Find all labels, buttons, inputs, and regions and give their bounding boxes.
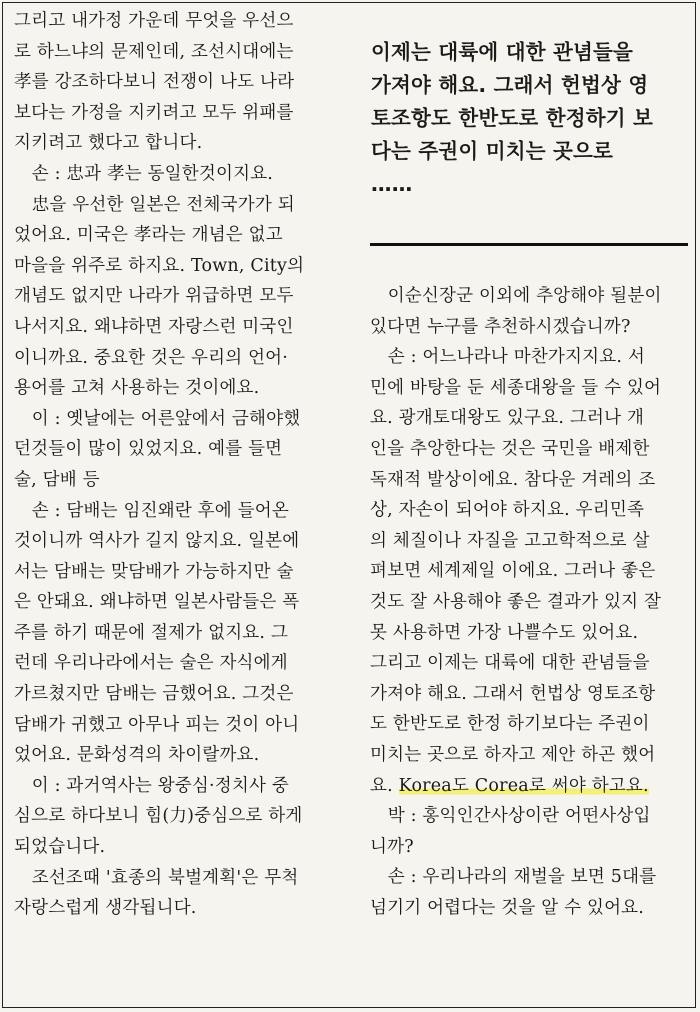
text-line: 자랑스럽게 생각됩니다.	[14, 898, 197, 919]
text-line: 었어요. 문화성격의 차이랄까요.	[14, 745, 260, 766]
text-line: 주를 하기 때문에 절제가 없지요. 그	[14, 622, 289, 643]
text-line: 넘기기 어렵다는 것을 알 수 있어요.	[370, 897, 645, 918]
text-line: 상, 자손이 되어야 하지요. 우리민족	[370, 500, 645, 521]
text-line: 의 체질이나 자질을 고고학적으로 살	[370, 530, 650, 551]
text-line: 그리고 이제는 대륙에 대한 관념들을	[370, 653, 650, 674]
text-line: 개념도 없지만 나라가 위급하면 모두	[14, 286, 294, 307]
text-line: 되었습니다.	[14, 837, 106, 858]
text-line: 니까?	[370, 836, 414, 857]
text-line: 가르쳤지만 담배는 금했어요. 그것은	[14, 684, 294, 705]
text-line: 손 : 우리나라의 재벌을 보면 5대를	[370, 867, 657, 888]
text-line: 토조항도 한반도로 한정하기 보	[371, 106, 654, 130]
left-column	[14, 6, 341, 924]
text-line: 었어요. 미국은 孝라는 개념은 없고	[14, 225, 283, 246]
text-line: 심으로 하다보니 힘(力)중심으로 하게	[14, 806, 303, 827]
text-line: 요. Korea도 Corea로 써야 하고요.	[370, 775, 649, 796]
text-line: 것도 잘 사용해야 좋은 결과가 있지 잘	[370, 591, 662, 612]
text-line: ……	[371, 172, 413, 196]
text-line: 이 : 옛날에는 어른앞에서 금해야했	[14, 408, 301, 429]
text-line: 손 : 담배는 임진왜란 후에 들어온	[14, 500, 289, 521]
text-line: 로 하느냐의 문제인데, 조선시대에는	[14, 41, 294, 62]
text-line: 술, 담배 등	[14, 469, 100, 490]
text-line: 가져야 해요. 그래서 헌법상 영	[371, 73, 649, 97]
text-line: 가져야 해요. 그래서 헌법상 영토조항	[370, 683, 656, 704]
text-line: 런데 우리나라에서는 술은 자식에게	[14, 653, 288, 674]
text-line: 있다면 누구를 추천하시겠습니까?	[370, 316, 631, 337]
text-line: 이제는 대륙에 대한 관념들을	[371, 40, 634, 64]
text-line: 손 : 忠과 孝는 동일한것이지요.	[14, 163, 274, 184]
text-line: 은 안돼요. 왜냐하면 일본사람들은 폭	[14, 592, 300, 613]
text-line: 다는 주권이 미치는 곳으로	[371, 139, 614, 163]
text-line: 것이니까 역사가 길지 않지요. 일본에	[14, 531, 300, 552]
text-line: 민에 바탕을 둔 세종대왕을 들 수 있어	[370, 377, 662, 398]
text-line: 손 : 어느나라나 마찬가지지요. 서	[370, 347, 645, 368]
text-line: 요. 광개토대왕도 있구요. 그러나 개	[370, 408, 645, 429]
text-line: 이 : 과거역사는 왕중심·정치사 중	[14, 775, 289, 796]
text-line: 서는 담배는 맞담배가 가능하지만 술	[14, 561, 294, 582]
text-line: 박 : 홍익인간사상이란 어떤사상입	[370, 806, 651, 827]
text-line: 이니까요. 중요한 것은 우리의 언어·	[14, 347, 289, 368]
text-line: 보다는 가정을 지키려고 모두 위패를	[14, 102, 294, 123]
text-line: 지키려고 했다고 합니다.	[14, 133, 203, 154]
text-line: 미치는 곳으로 하자고 제안 하곤 했어	[370, 744, 656, 765]
text-line: 용어를 고쳐 사용하는 것이에요.	[14, 378, 260, 399]
text-line: 조선조때 '효종의 북벌계획'은 무척	[14, 867, 299, 888]
right-column	[370, 281, 688, 923]
text-line: 담배가 귀했고 아무나 피는 것이 아니	[14, 714, 300, 735]
highlighted-phrase: Korea도 Corea로 써야 하고요.	[398, 775, 649, 796]
text-line: 그리고 내가정 가운데 무엇을 우선으	[14, 11, 294, 31]
text-line: 孝를 강조하다보니 전쟁이 나도 나라	[14, 72, 295, 93]
text-line: 도 한반도로 한정 하기보다는 주권이	[370, 714, 650, 735]
pull-quote	[371, 36, 687, 201]
text-line: 마을을 위주로 하지요. Town, City의	[14, 255, 305, 276]
text-line: 나서지요. 왜냐하면 자랑스런 미국인	[14, 316, 294, 337]
text-line: 던것들이 많이 있었지요. 예를 들면	[14, 439, 283, 460]
text-line: 독재적 발상이에요. 참다운 겨레의 조	[370, 469, 656, 490]
text-line: 이순신장군 이외에 추앙해야 될분이	[370, 286, 662, 306]
text-line: 인을 추앙한다는 것은 국민을 배제한	[370, 438, 650, 459]
text-line: 펴보면 세계제일 이에요. 그러나 좋은	[370, 561, 656, 582]
pull-quote-divider	[370, 243, 688, 246]
text-line: 못 사용하면 가장 나쁠수도 있어요.	[370, 622, 639, 643]
text-line: 忠을 우선한 일본은 전체국가가 되	[14, 194, 295, 215]
